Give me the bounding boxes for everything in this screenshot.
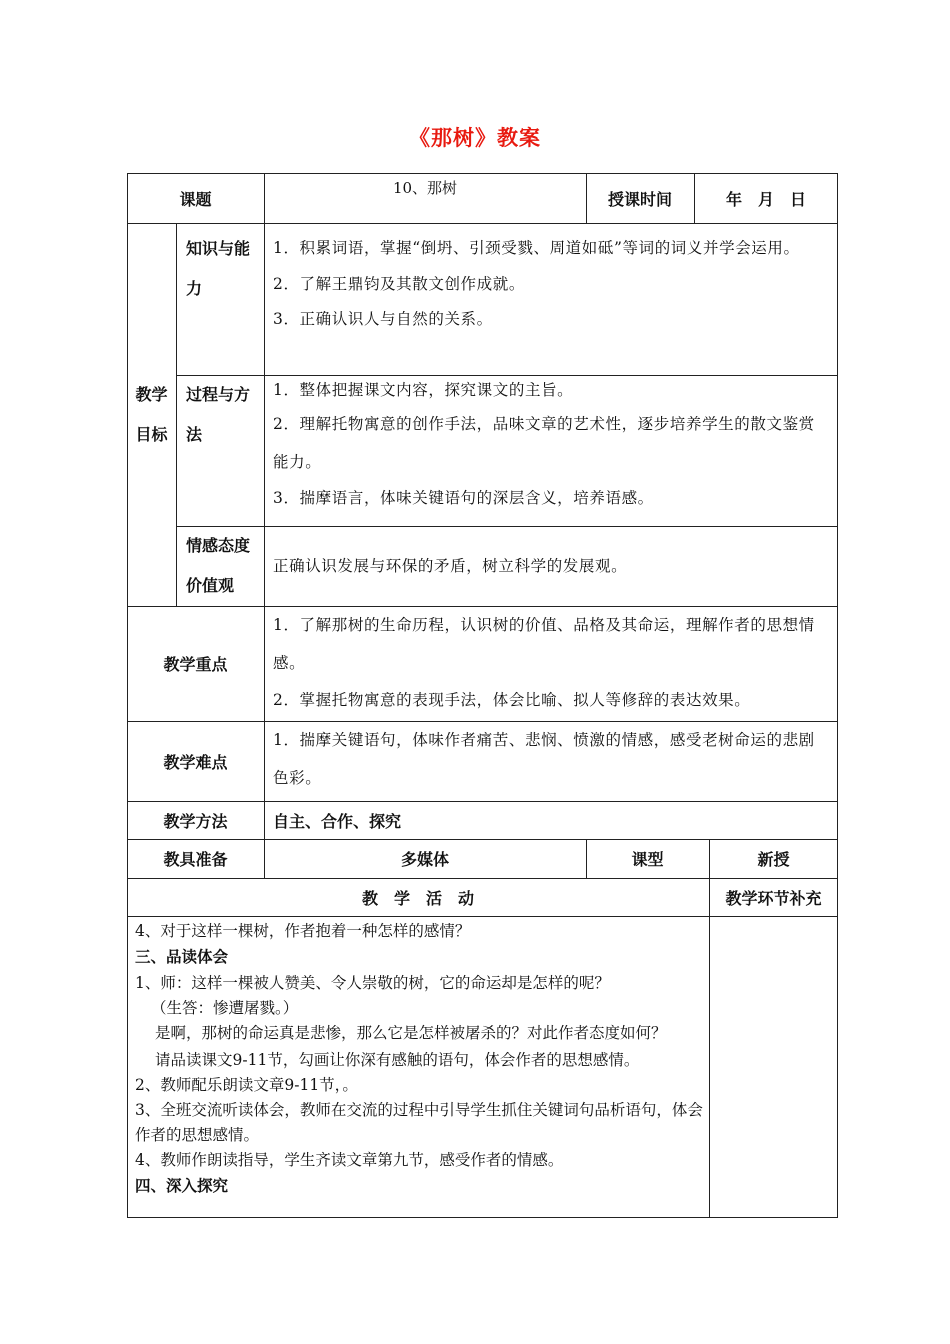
list-item: 3．揣摩语言，体味关键语句的深层含义，培养语感。 [273,489,654,507]
activity-content [127,917,709,1198]
time-label: 授课时间 [607,189,672,209]
activity-line: 4、教师作朗读指导，学生齐读文章第九节，感受作者的情感。 [135,1151,564,1169]
list-item: 2．了解王鼎钧及其散文创作成就。 [273,275,525,293]
activity-label: 教 学 活 动 [361,888,474,908]
activity-line: 4、对于这样一棵树，作者抱着一种怎样的感情？ [135,922,471,940]
process-items [264,375,838,515]
process-label: 过程与方法 [186,385,251,444]
list-item: 1．揣摩关键语句，体味作者痛苦、悲悯、愤激的情感，感受老树命运的悲剧色彩。 [273,731,815,787]
knowledge-items [264,223,838,337]
method-label: 教学方法 [163,811,228,831]
difficulties-items [264,721,838,797]
section-heading: 三、品读体会 [135,947,229,966]
objectives-label: 教学目标 [135,384,168,444]
lesson-type-label: 课型 [631,850,664,869]
section-heading: 四、深入探究 [135,1176,229,1195]
emotion-items [264,526,838,606]
supplement-label: 教学环节补充 [725,888,822,908]
key-points-label: 教学重点 [163,655,228,674]
list-item: 2．掌握托物寓意的表现手法，体会比喻、拟人等修辞的表达效果。 [273,691,751,709]
method-value: 自主、合作、探究 [273,811,402,831]
activity-line: 2、教师配乐朗读文章9-11节，。 [135,1076,358,1094]
topic-value: 10、那树 [392,179,458,197]
list-item: 正确认识发展与环保的矛盾，树立科学的发展观。 [273,557,628,575]
activity-line: 1、师：这样一棵被人赞美、令人崇敬的树，它的命运却是怎样的呢？ [135,974,610,992]
list-item: 1．整体把握课文内容，探究课文的主旨。 [273,381,574,399]
key-points-items [264,606,838,718]
list-item: 3．正确认识人与自然的关系。 [273,310,493,328]
document-title: 《那树》教案 [409,125,541,150]
tools-label: 教具准备 [163,850,228,869]
topic-label: 课题 [179,189,212,209]
lesson-type-value: 新授 [757,850,790,869]
emotion-label: 情感态度价值观 [186,536,251,595]
knowledge-label: 知识与能力 [186,239,251,298]
list-item: 2．理解托物寓意的创作手法，品味文章的艺术性，逐步培养学生的散文鉴赏能力。 [273,415,815,471]
tools-value: 多媒体 [400,850,449,869]
activity-line: 是啊，那树的命运真是悲惨，那么它是怎样被屠杀的？对此作者态度如何？ [155,1024,667,1042]
activity-line: 3、全班交流听读体会，教师在交流的过程中引导学生抓住关键词句品析语句，体会作者的思想感情。 [135,1101,703,1144]
difficulties-label: 教学难点 [163,752,228,772]
list-item: 1．积累词语，掌握“倒坍、引颈受戮、周道如砥”等词的词义并学会运用。 [273,239,800,257]
activity-line: 请品读课文9-11节，勾画让你深有感触的语句，体会作者的思想感情。 [155,1051,640,1069]
activity-line: （生答：惨遭屠戮。） [151,999,299,1017]
list-item: 1．了解那树的生命历程，认识树的价值、品格及其命运，理解作者的思想情感。 [273,616,815,672]
date-value: 年 月 日 [725,189,806,209]
